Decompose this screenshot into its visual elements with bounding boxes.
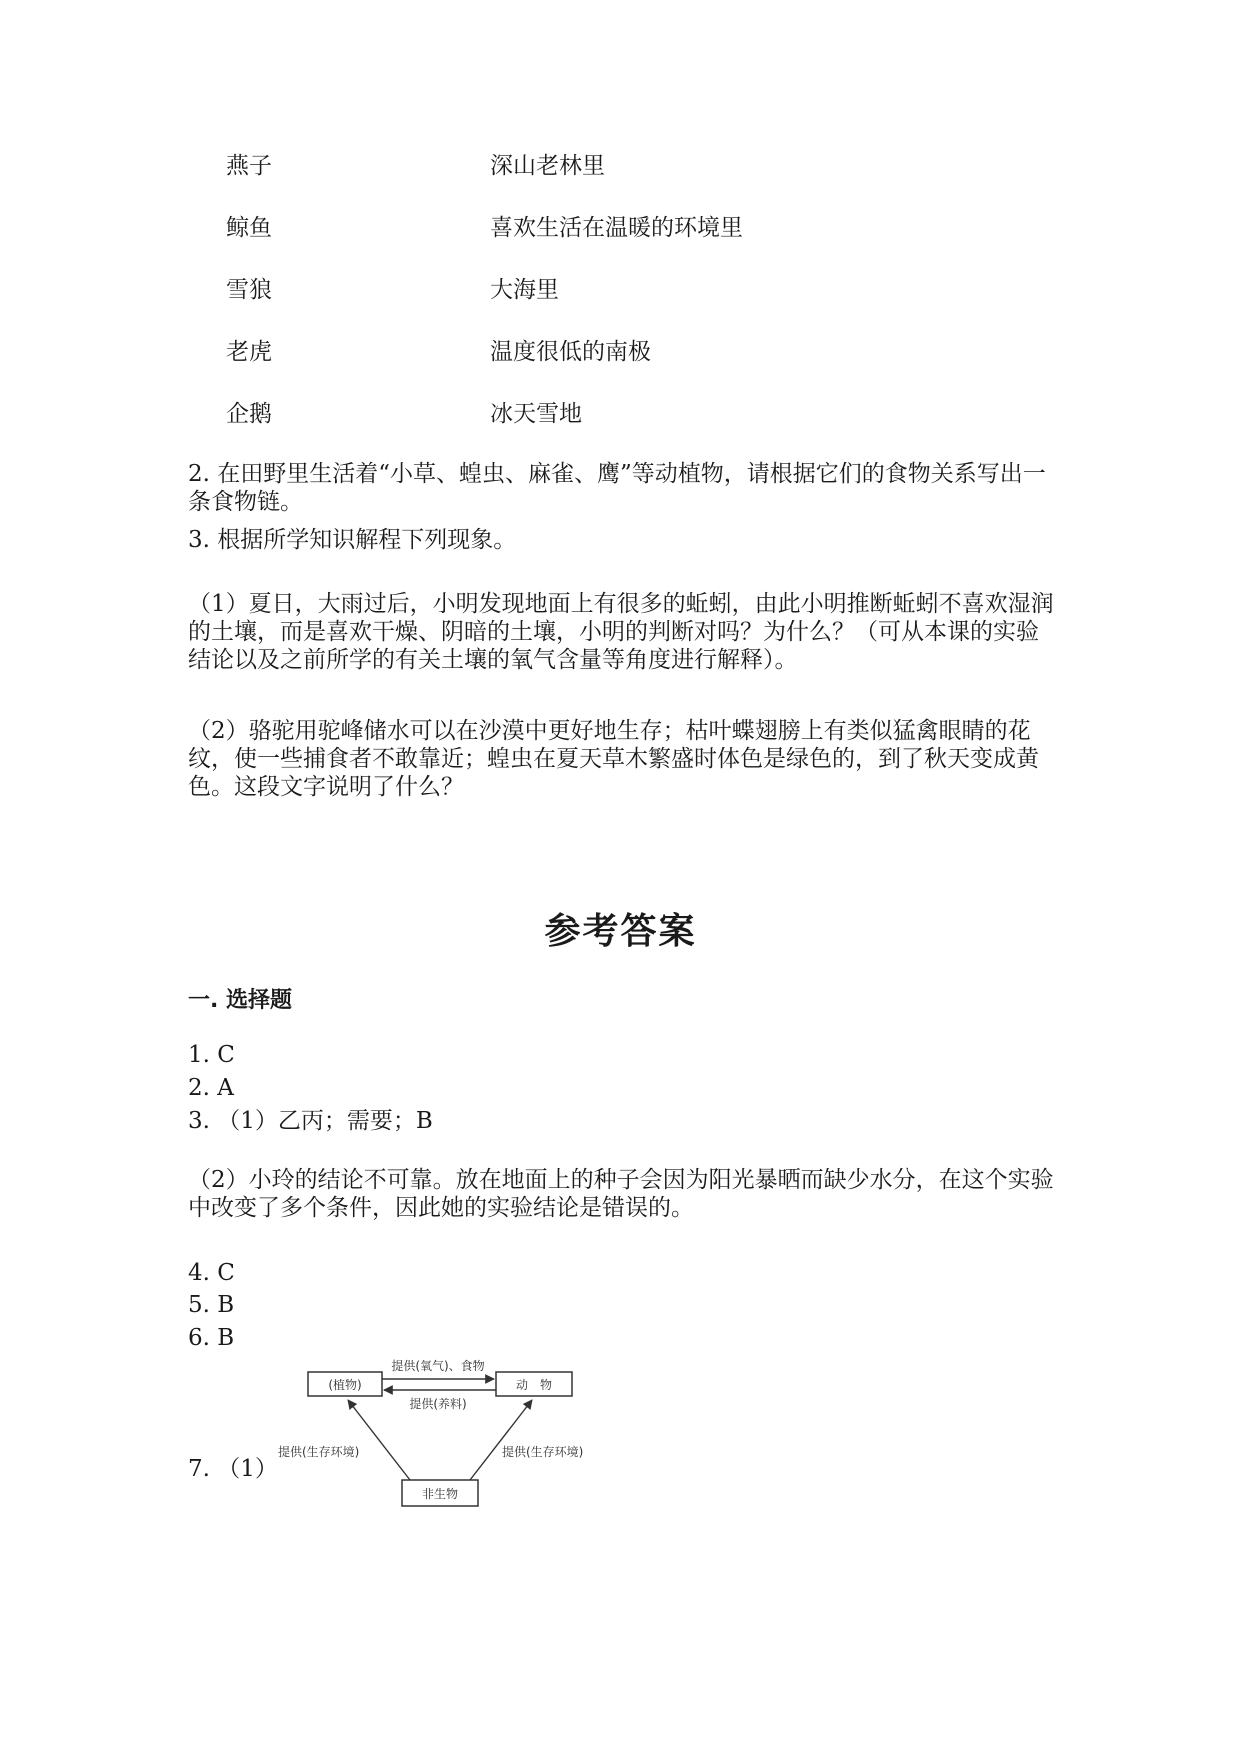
answer-3: 3. （1）乙丙；需要；B bbox=[188, 1108, 433, 1134]
answer-2: 2. A bbox=[188, 1075, 234, 1101]
animal-item: 雪狼 bbox=[226, 277, 272, 303]
question-3-part-1-text: （1）夏日，大雨过后，小明发现地面上有很多的蚯蚓，由此小明推断蚯蚓不喜欢湿润的土壤，而是喜欢干燥、阴暗的土壤，小明的判断对吗？为什么？（可从本课的实验结论以及之前所学的有关土壤的氧气含量等角度进行解释）。 bbox=[188, 591, 1054, 673]
answer-1: 1. C bbox=[188, 1042, 235, 1068]
animals-label: 动 物 bbox=[515, 1378, 553, 1392]
animal-item: 老虎 bbox=[226, 339, 272, 365]
right-arrow-label: 提供(生存环境) bbox=[502, 1445, 584, 1459]
left-arrow bbox=[348, 1400, 410, 1480]
answer-6: 6. B bbox=[188, 1325, 235, 1351]
answer-3-part-2-text: （2）小玲的结论不可靠。放在地面上的种子会因为阳光暴晒而缺少水分，在这个实验中改变了多个条件，因此她的实验结论是错误的。 bbox=[188, 1167, 1054, 1221]
habitat-item: 喜欢生活在温暖的环境里 bbox=[490, 215, 743, 241]
habitat-item: 大海里 bbox=[490, 277, 559, 303]
question-3-part-2-text: （2）骆驼用驼峰储水可以在沙漠中更好地生存；枯叶蝶翅膀上有类似猛禽眼睛的花纹，使一些捕食者不敢靠近；蝗虫在夏天草木繁盛时体色是绿色的，到了秋天变成黄色。这段文字说明了什么？ bbox=[188, 718, 1039, 800]
question-3 bbox=[188, 526, 1058, 554]
answer-5: 5. B bbox=[188, 1292, 235, 1318]
animal-item: 燕子 bbox=[226, 153, 272, 179]
answer-3-part-2 bbox=[188, 1166, 1058, 1222]
nonliving-label: 非生物 bbox=[421, 1487, 459, 1501]
answer-7: 7. （1） bbox=[188, 1456, 278, 1482]
habitat-item: 温度很低的南极 bbox=[490, 339, 651, 365]
question-3-part-1 bbox=[188, 590, 1058, 674]
question-2 bbox=[188, 460, 1058, 516]
animal-item: 鲸鱼 bbox=[226, 215, 272, 241]
ecosystem-diagram bbox=[270, 1340, 620, 1530]
right-arrow bbox=[470, 1400, 532, 1480]
habitat-item: 冰天雪地 bbox=[490, 401, 582, 427]
habitat-item: 深山老林里 bbox=[490, 153, 605, 179]
plants-label: (植物) bbox=[328, 1378, 362, 1392]
top-arrow-label: 提供(氧气)、食物 bbox=[391, 1359, 485, 1373]
animal-item: 企鹅 bbox=[226, 401, 272, 427]
question-2-text: 2. 在田野里生活着“小草、蝗虫、麻雀、鹰”等动植物，请根据它们的食物关系写出一条食物链。 bbox=[188, 461, 1046, 515]
answer-key-title: 参考答案 bbox=[544, 911, 697, 952]
left-arrow-label: 提供(生存环境) bbox=[278, 1445, 360, 1459]
bottom-arrow-label: 提供(养料) bbox=[409, 1397, 467, 1411]
answer-4: 4. C bbox=[188, 1260, 235, 1286]
question-3-part-2 bbox=[188, 717, 1058, 801]
section-heading: 一. 选择题 bbox=[188, 988, 293, 1013]
question-3-text: 3. 根据所学知识解程下列现象。 bbox=[188, 527, 517, 553]
